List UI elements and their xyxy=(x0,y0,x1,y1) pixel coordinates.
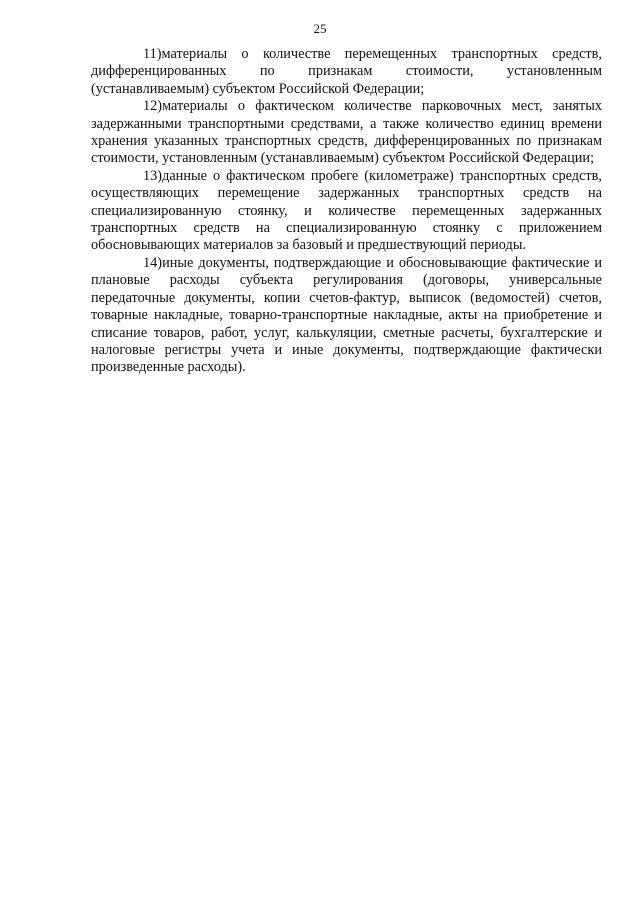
item-number: 11) xyxy=(143,46,162,62)
list-item-13 xyxy=(91,168,602,255)
list-item-11 xyxy=(91,46,602,98)
item-number: 14) xyxy=(143,254,163,271)
item-number: 12) xyxy=(143,98,163,115)
item-number: 13) xyxy=(143,167,163,184)
document-body xyxy=(91,46,602,377)
list-item-12 xyxy=(91,98,602,168)
item-text: материалы о фактическом количестве парковочных мест, занятых задержанными транспортными средствами, а также количество единиц времени хранения указанных транспортных средств, дифференцированных по признакам стоимости, установленным (устанавливаемым) субъектом Российской Федерации; xyxy=(91,98,602,167)
list-item-14 xyxy=(91,255,602,377)
item-text: данные о фактическом пробеге (километраже) транспортных средств, осуществляющих перемещение задержанных транспортных средств на специализированную стоянку, и количестве перемещенных задержанных транспортных средств на специализированную стоянку с приложением обосновывающих материалов за базовый и предшествующий периоды. xyxy=(91,167,602,254)
item-text: материалы о количестве перемещенных транспортных средств, дифференцированных по признакам стоимости, установленным (устанавливаемым) субъектом Российской Федерации; xyxy=(91,46,602,97)
item-text: иные документы, подтверждающие и обосновывающие фактические и плановые расходы субъекта регулирования (договоры, универсальные передаточные документы, копии счетов-фактур, выписок (ведомостей) счетов, товарные накладные, товарно-транспортные накладные, акты на приобретение и списание товаров, работ, услуг, калькуляции, сметные расчеты, бухгалтерские и налоговые регистры учета и иные документы, подтверждающие фактически произведенные расходы). xyxy=(91,254,602,376)
page-number: 25 xyxy=(313,21,327,36)
